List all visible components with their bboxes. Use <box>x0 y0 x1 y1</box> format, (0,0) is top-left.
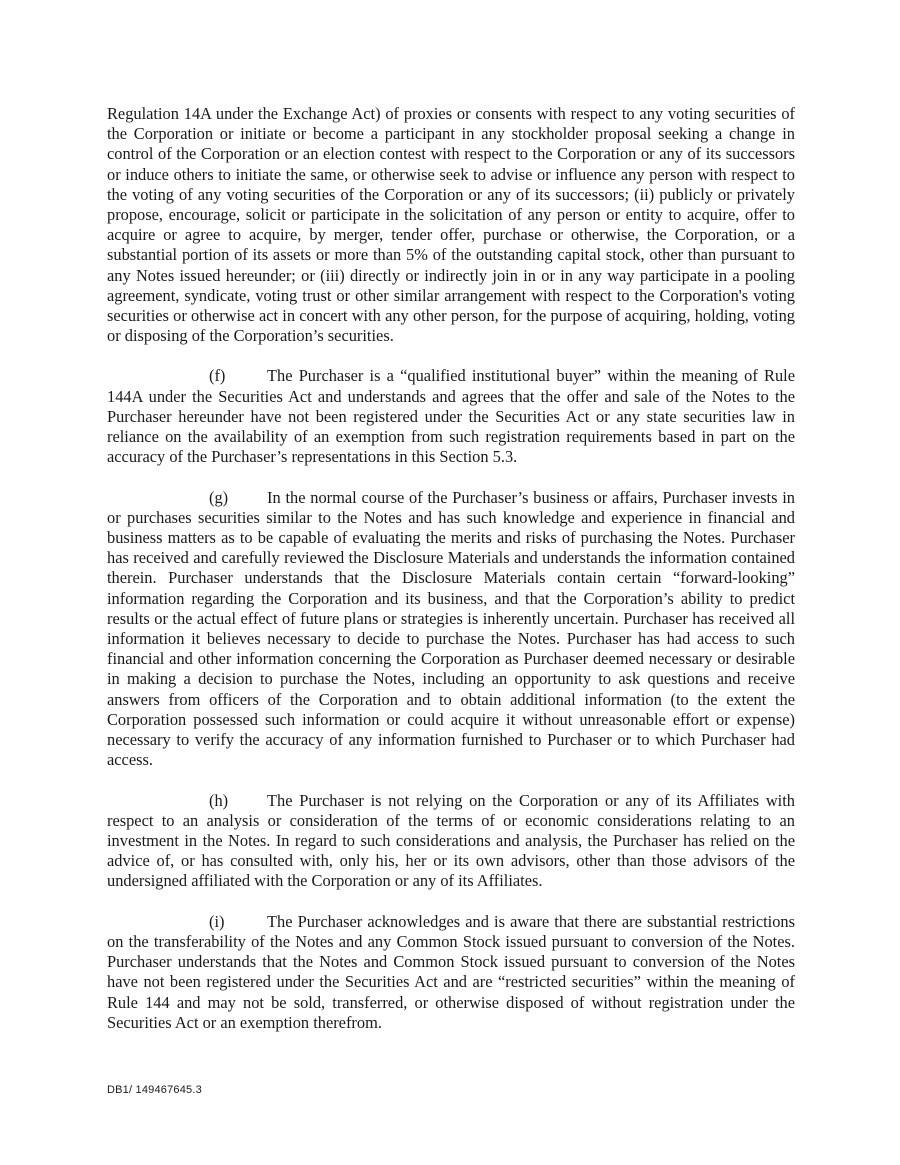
document-id-footer: DB1/ 149467645.3 <box>107 1084 202 1096</box>
paragraph-text: The Purchaser is a “qualified institutional buyer” within the meaning of Rule 144A under the Securities Act and understands and agrees that the offer and sale of the Notes to the Purchaser hereunder have not been registered under the Securities Act or any state securities law in reliance on the availability of an exemption from such registration requirements based in part on the accuracy of the Purchaser’s representations in this Section 5.3. <box>107 366 795 467</box>
paragraph-i <box>107 912 795 1033</box>
paragraph-marker: (f) <box>209 366 226 386</box>
paragraph-g <box>107 488 795 771</box>
paragraph-h <box>107 791 795 892</box>
paragraph-marker: (i) <box>209 911 225 931</box>
document-body <box>107 104 795 1053</box>
paragraph-marker: (h) <box>209 790 229 810</box>
paragraph-marker: (g) <box>209 487 229 507</box>
continued-paragraph: Regulation 14A under the Exchange Act) of proxies or consents with respect to any voting securities of the Corporation or initiate or become a participant in any stockholder proposal seeking a change in control of the Corporation or an election contest with respect to the Corporation or any of its successors or induce others to initiate the same, or otherwise seek to advise or influence any person with respect to the voting of any voting securities of the Corporation or any of its successors; (ii) publicly or privately propose, encourage, solicit or participate in the solicitation of any person or entity to acquire, offer to acquire or agree to acquire, by merger, tender offer, purchase or otherwise, the Corporation, or a substantial portion of its assets or more than 5% of the outstanding capital stock, other than pursuant to any Notes issued hereunder; or (iii) directly or indirectly join in or in any way participate in a pooling agreement, syndicate, voting trust or other similar arrangement with respect to the Corporation's voting securities or otherwise act in concert with any other person, for the purpose of acquiring, holding, voting or disposing of the Corporation’s securities. <box>107 104 795 346</box>
paragraph-text: The Purchaser acknowledges and is aware that there are substantial restrictions on the transferability of the Notes and any Common Stock issued pursuant to conversion of the Notes. Purchaser understands that the Notes and Common Stock issued pursuant to conversion of the Notes have not been registered under the Securities Act and are “restricted securities” within the meaning of Rule 144 and may not be sold, transferred, or otherwise disposed of without registration under the Securities Act or an exemption therefrom. <box>107 911 795 1032</box>
paragraph-text: The Purchaser is not relying on the Corporation or any of its Affiliates with respect to an analysis or consideration of the terms of or economic considerations relating to an investment in the Notes. In regard to such considerations and analysis, the Purchaser has relied on the advice of, or has consulted with, only his, her or its own advisors, other than those advisors of the undersigned affiliated with the Corporation or any of its Affiliates. <box>107 790 795 891</box>
paragraph-f <box>107 366 795 467</box>
paragraph-text: In the normal course of the Purchaser’s business or affairs, Purchaser invests in or purchases securities similar to the Notes and has such knowledge and experience in financial and business matters as to be capable of evaluating the merits and risks of purchasing the Notes. Purchaser has received and carefully reviewed the Disclosure Materials and understands the information contained therein. Purchaser understands that the Disclosure Materials contain certain “forward-looking” information regarding the Corporation and its business, and that the Corporation’s ability to predict results or the actual effect of future plans or strategies is inherently uncertain. Purchaser has received all information it believes necessary to decide to purchase the Notes. Purchaser has had access to such financial and other information concerning the Corporation as Purchaser deemed necessary or desirable in making a decision to purchase the Notes, including an opportunity to ask questions and receive answers from officers of the Corporation and to obtain additional information (to the extent the Corporation possessed such information or could acquire it without unreasonable effort or expense) necessary to verify the accuracy of any information furnished to Purchaser or to which Purchaser had access. <box>107 487 795 770</box>
